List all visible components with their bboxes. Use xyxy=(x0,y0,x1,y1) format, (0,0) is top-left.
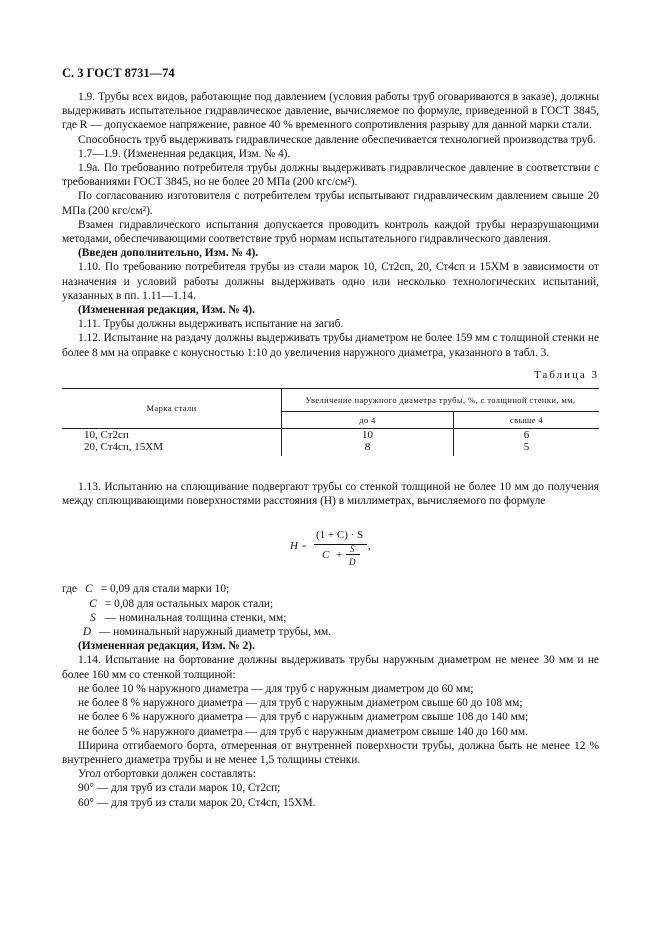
paragraph-capability: Способность труб выдерживать гидравлическое давление обеспечивается технологией производства труб. xyxy=(78,133,596,146)
amendment-note: 1.7—1.9. (Измененная редакция, Изм. № 4). xyxy=(78,147,291,160)
where-symbol: C xyxy=(85,583,93,596)
formula-inner-numerator: S xyxy=(350,544,355,555)
amendment-note: (Измененная редакция, Изм. № 4). xyxy=(78,304,255,317)
formula-denominator-c: C xyxy=(322,549,330,562)
cell-grade: 20, Ст4сп, 15ХМ xyxy=(62,441,282,453)
list-item: 60° — для труб из стали марок 20, Ст4сп, 15ХМ. xyxy=(78,796,316,809)
formula-numerator: (1 + C) · S xyxy=(316,529,364,542)
paragraph-1-9: 1.9. Трубы всех видов, работающие под давлением (условия работы труб оговариваются в заказе), должны выдерживать испытательное гидравлическое давление, вычисляемое по формуле, приведенной в ГОСТ 3845, где R — допускаемое напряжение, равное 40 % временного сопротивления разрыву для данной марки стали. xyxy=(62,91,599,132)
header-up-to-4: до 4 xyxy=(282,412,454,429)
where-row xyxy=(62,611,599,625)
flattening-formula xyxy=(62,518,599,576)
paragraph-ndt: Взамен гидравлического испытания допускается проводить контроль каждой трубы неразрушающими методами, обеспечивающими соответствие труб нормам испытательного гидравлического давления. xyxy=(62,218,599,246)
where-text: — номинальный наружный диаметр трубы, мм. xyxy=(98,626,332,639)
paragraph-1-11: 1.11. Трубы должны выдерживать испытание на загиб. xyxy=(78,318,344,331)
paragraph-1-14: 1.14. Испытание на бортование должны выдерживать трубы наружным диаметром не менее 30 мм и не более 160 мм со стенкой толщиной: xyxy=(62,654,599,681)
where-text: = 0,08 для остальных марок стали; xyxy=(104,597,274,610)
formula-equals: = xyxy=(302,542,307,552)
formula-comma: , xyxy=(368,540,371,553)
cell-up-to-4: 8 xyxy=(282,441,454,453)
header-over-4: свыше 4 xyxy=(454,412,600,429)
top-paragraphs xyxy=(62,90,599,360)
cell-up-to-4: 10 xyxy=(282,429,454,441)
cell-over-4: 6 xyxy=(523,429,530,442)
cell-grade: 10, Ст2сп xyxy=(62,429,282,441)
paragraph-flange-width: Ширина отгибаемого борта, отмеренная от внутренней поверхности трубы, должна быть не менее 12 % внутреннего диаметра трубы и не менее 1,5 толщины стенки. xyxy=(62,739,599,766)
paragraph-1-10: 1.10. По требованию потребителя трубы из стали марок 10, Ст2сп, 20, Ст4сп и 15ХМ в зависимости от назначения и условий работы должны выдерживать одно или несколько технологических испытаний, указанных в пп. 1.11—1.14. xyxy=(62,261,599,302)
amendment-note: (Измененная редакция, Изм. № 2). xyxy=(78,640,255,653)
where-text: — номинальная толщина стенки, мм; xyxy=(104,611,287,624)
document-body xyxy=(62,90,599,810)
formula-inner-denominator: D xyxy=(349,557,356,568)
paragraph-1-13: 1.13. Испытанию на сплющивание подвергают трубы со стенкой толщиной не более 10 мм до получения между сплющивающими поверхностями расстояния (H) в миллиметрах, вычисляемого по формуле xyxy=(62,481,599,508)
table-caption: Таблица 3 xyxy=(533,368,599,381)
where-row xyxy=(62,597,599,611)
list-item: 90° — для труб из стали марок 10, Ст2сп; xyxy=(78,782,281,795)
where-symbol: S xyxy=(90,611,96,624)
where-row xyxy=(62,582,599,596)
list-item: не более 10 % наружного диаметра — для труб с наружным диаметром до 60 мм; xyxy=(78,682,474,695)
formula-lhs: H xyxy=(290,540,298,553)
where-row xyxy=(62,625,599,639)
table-row xyxy=(62,441,599,453)
amendment-note: (Введен дополнительно, Изм. № 4). xyxy=(78,247,259,260)
table-3 xyxy=(62,388,599,456)
paragraph-1-12: 1.12. Испытание на раздачу должны выдерживать трубы диаметром не более 159 мм с толщиной стенки не более 8 мм на оправке с конусностью 1:10 до увеличения наружного диаметра, указанного в табл. 3. xyxy=(62,332,599,359)
list-item: не более 8 % наружного диаметра — для труб с наружным диаметром свыше 60 до 108 мм; xyxy=(78,697,523,710)
formula-fraction-bar xyxy=(314,544,367,545)
table-row xyxy=(62,429,599,441)
where-symbol: D xyxy=(82,626,92,639)
paragraph-flange-angle: Угол отбортовки должен составлять: xyxy=(78,768,256,781)
where-text: = 0,09 для стали марки 10; xyxy=(100,583,230,596)
list-item: не более 6 % наружного диаметра — для труб с наружным диаметром свыше 108 до 140 мм; xyxy=(78,711,529,724)
page-header: С. 3 ГОСТ 8731—74 xyxy=(62,66,175,80)
where-symbol: C xyxy=(89,597,97,610)
header-steel-grade: Марка стали xyxy=(62,389,282,429)
cell-over-4: 5 xyxy=(523,441,530,454)
header-diameter-increase: Увеличение наружного диаметра трубы, %, с толщиной стенки, мм, xyxy=(282,389,600,412)
where-prefix: где xyxy=(62,583,77,596)
paragraph-1-9a: 1.9а. По требованию потребителя трубы должны выдерживать гидравлическое давление в соответствии с требованиями ГОСТ 3845, но не более 20 МПа (200 кгс/см²). xyxy=(62,162,599,189)
formula-denominator-plus: + xyxy=(336,549,343,562)
table-header-row xyxy=(62,389,599,412)
list-item: не более 5 % наружного диаметра — для труб с наружным диаметром свыше 140 до 160 мм. xyxy=(78,725,528,738)
paragraph-agreement: По согласованию изготовителя с потребителем трубы испытывают гидравлическим давлением свыше 20 МПа (200 кгс/см²). xyxy=(62,190,599,217)
